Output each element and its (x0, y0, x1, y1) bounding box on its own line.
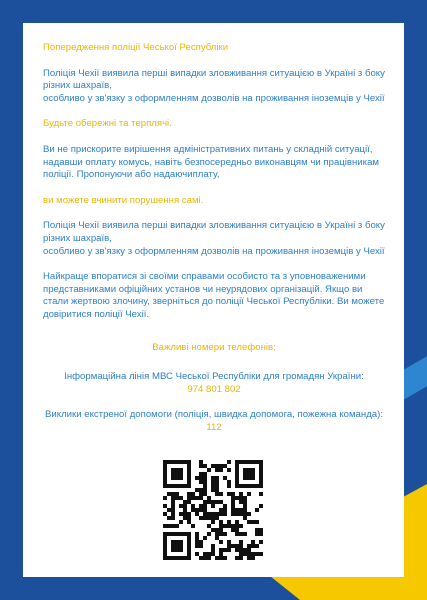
phones-heading: Важливі номери телефонів: (152, 341, 276, 353)
paragraph-fraud-line2: особливо у зв'язку з оформленням дозволів на проживання іноземців у Чехії (43, 92, 385, 104)
hotline-number: 974 801 802 (187, 383, 241, 395)
poster-card (23, 23, 404, 577)
hotline-label: Інформаційна лінія МВС Чеської Республіки для громадян України: (64, 371, 364, 383)
paragraph-fraud-line1: Поліція Чехії виявила перші випадки зловживання ситуацією в Україні з боку різних шахраїв, (43, 67, 385, 92)
paragraph-fraud-repeat-line2: особливо у зв'язку з оформленням дозволів на проживання іноземців у Чехії (43, 245, 385, 257)
emergency-label: Виклики екстреної допомоги (поліція, швидка допомога, пожежна команда): (45, 409, 383, 421)
warning-text: ви можете вчинити порушення самі. (43, 194, 204, 206)
paragraph-fraud-repeat-line1: Поліція Чехії виявила перші випадки зловживання ситуацією в Україні з боку різних шахраїв, (43, 220, 385, 244)
paragraph-payment: Ви не прискорите вирішення адміністративних питань у складній ситуації, надавши оплату комусь, навіть безпосередньо виконавцям чи працівникам поліції. Пропонуючи або надаючиплату, (43, 143, 379, 181)
qr-code (163, 460, 263, 560)
poster-heading: Попередження поліції Чеської Республіки (43, 42, 229, 53)
poster-text (43, 42, 385, 434)
paragraph-advice: Найкраще впоратися зі своїми справами особисто та з уповноваженими представниками офіційних установ чи неурядових організацій. Якщо ви стали жертвою злочину, зверніться до поліції Чеської Республіки. Ви можете довіритися поліції Чехії. (43, 271, 385, 320)
emergency-number: 112 (206, 421, 222, 433)
caution-text: Будьте обережні та терплячі. (43, 118, 172, 130)
